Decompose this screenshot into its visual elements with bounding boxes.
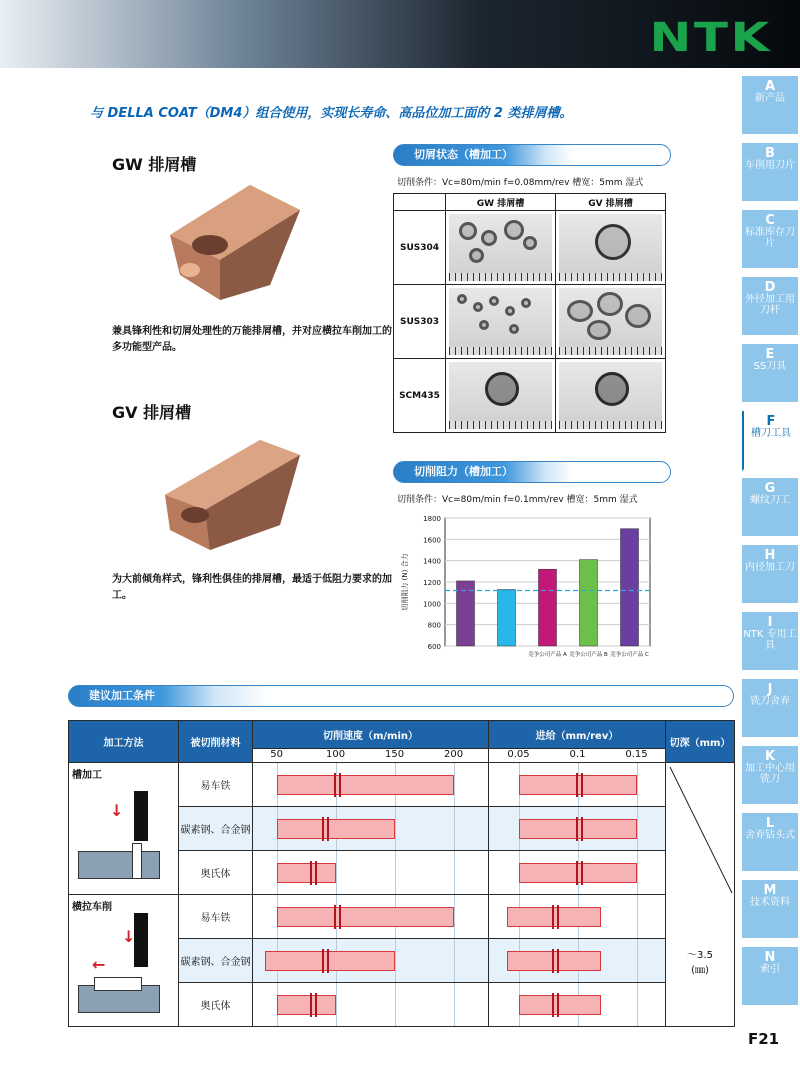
grid-line	[395, 939, 396, 982]
feed-cell	[489, 851, 666, 895]
material-cell: 碳素钢、合金钢	[179, 939, 253, 983]
scale-tick: 50	[270, 749, 283, 760]
chip-photo	[446, 211, 556, 285]
feed-range-bar	[519, 995, 602, 1015]
grid-line	[454, 939, 455, 982]
sidebar-tab-label: 内径加工刀	[745, 562, 795, 573]
chart-bar	[579, 560, 597, 646]
grid-line	[454, 807, 455, 850]
speed-cell	[253, 851, 489, 895]
chart-x-label: 竞争公司产品 A	[528, 652, 567, 658]
depth-value: ～3.5 (㎜)	[687, 950, 713, 976]
chip-row-label: SUS304	[394, 211, 446, 285]
chip-col-gv: GV 排屑槽	[556, 194, 666, 211]
speed-recommended-mark	[327, 949, 329, 973]
grid-line	[637, 851, 638, 894]
chart-y-tick: 1400	[423, 557, 441, 566]
chart-y-tick: 800	[427, 621, 441, 630]
feed-cell	[489, 983, 666, 1027]
depth-cell	[666, 763, 735, 1027]
method-label: 槽加工	[72, 770, 102, 781]
feed-cell	[489, 807, 666, 851]
chart-y-tick: 1000	[423, 600, 441, 609]
chart-y-tick: 1200	[423, 579, 441, 587]
feed-recommended-mark	[557, 949, 559, 973]
sidebar-tab-label: SS刀具	[753, 361, 787, 372]
grid-line	[454, 763, 455, 806]
scale-tick: 0.1	[569, 749, 586, 760]
header-depth: 切深（mm）	[666, 721, 735, 763]
sidebar-tab-letter: F	[766, 414, 776, 429]
sidebar-tab-letter: E	[765, 347, 775, 362]
gw-insert-image	[150, 175, 310, 305]
feed-recommended-mark	[557, 905, 559, 929]
sidebar-tab-label: 外径加工用刀杆	[745, 294, 795, 316]
feed-range-bar	[519, 819, 637, 839]
speed-range-bar	[277, 775, 454, 795]
method-illustration: ↓ ←	[72, 913, 175, 1023]
speed-recommended-mark	[310, 993, 312, 1017]
header-speed: 切削速度（m/min）	[253, 721, 489, 749]
material-cell: 奥氏体	[179, 851, 253, 895]
sidebar-tab-letter: D	[764, 280, 776, 295]
chart-y-tick: 600	[427, 643, 441, 651]
sidebar-tab-label: 舍弃钻头式	[745, 830, 795, 841]
speed-recommended-mark	[334, 905, 336, 929]
sidebar-tab-label: 车削用刀片	[745, 160, 795, 171]
material-cell: 碳素钢、合金钢	[179, 807, 253, 851]
method-label: 横拉车削	[72, 902, 112, 913]
speed-recommended-mark	[315, 861, 317, 885]
scale-tick: 0.15	[625, 749, 648, 760]
sidebar-tab-label: 技术资料	[750, 897, 790, 908]
grid-line	[637, 807, 638, 850]
speed-recommended-mark	[339, 905, 341, 929]
speed-cell	[253, 763, 489, 807]
sidebar-tab-g[interactable]	[742, 478, 798, 538]
speed-recommended-mark	[327, 817, 329, 841]
grid-line	[395, 851, 396, 894]
chart-bar	[497, 589, 515, 646]
sidebar-tab-m[interactable]	[742, 880, 798, 940]
sidebar-tab-letter: K	[764, 749, 776, 764]
conditions-section-title: 建议加工条件	[68, 685, 734, 707]
sidebar-tab-label: 铣刀舍弃	[750, 696, 790, 707]
scale-tick: 150	[385, 749, 405, 760]
sidebar-tab-label: 索引	[760, 964, 780, 975]
speed-range-bar	[277, 907, 454, 927]
chip-photo	[556, 359, 666, 433]
speed-range-bar	[277, 819, 395, 839]
chart-bar	[538, 569, 556, 646]
sidebar-tab-i[interactable]	[742, 612, 798, 672]
chart-y-label: 切削阻力 (N) 合力	[401, 553, 409, 611]
chip-col-gw: GW 排屑槽	[446, 194, 556, 211]
method-illustration: ↓	[72, 781, 175, 891]
sidebar-tab-letter: N	[764, 950, 776, 965]
speed-range-bar	[265, 951, 395, 971]
speed-range-bar	[277, 863, 336, 883]
sidebar-tab-n[interactable]	[742, 947, 798, 1007]
grid-line	[395, 807, 396, 850]
speed-recommended-mark	[322, 949, 324, 973]
grid-line	[336, 851, 337, 894]
sidebar-tab-letter: C	[765, 213, 775, 228]
speed-recommended-mark	[339, 773, 341, 797]
feed-recommended-mark	[552, 993, 554, 1017]
speed-scale	[253, 749, 489, 763]
sidebar-tab-b[interactable]	[742, 143, 798, 203]
sidebar-tab-letter: J	[767, 682, 773, 697]
feed-recommended-mark	[552, 905, 554, 929]
chip-row-label: SUS303	[394, 285, 446, 359]
force-conditions: 切削条件：Vc=80m/min f=0.1mm/rev 槽宽：5mm 湿式	[397, 495, 638, 505]
grid-line	[395, 983, 396, 1026]
chip-col-empty	[394, 194, 446, 211]
scale-tick: 100	[326, 749, 346, 760]
chart-x-label: 竞争公司产品 C	[610, 652, 649, 658]
grid-line	[454, 983, 455, 1026]
sidebar-tab-h[interactable]	[742, 545, 798, 605]
feed-cell	[489, 895, 666, 939]
speed-recommended-mark	[322, 817, 324, 841]
sidebar-tab-d[interactable]	[742, 277, 798, 337]
chart-y-tick: 1600	[423, 536, 441, 545]
grid-line	[336, 983, 337, 1026]
sidebar-tab-letter: A	[764, 79, 776, 94]
sidebar-tab-label: NTK 专用工具	[743, 629, 797, 651]
sidebar-tab-letter: I	[767, 615, 773, 630]
method-cell	[69, 895, 179, 1027]
feed-cell	[489, 763, 666, 807]
material-cell: 易车铁	[179, 763, 253, 807]
sidebar-tab-label: 加工中心用铣刀	[745, 763, 795, 785]
grid-line	[637, 763, 638, 806]
sidebar-tab-a[interactable]	[742, 76, 798, 136]
gw-title: GW 排屑槽	[112, 155, 197, 174]
feed-recommended-mark	[581, 817, 583, 841]
feed-recommended-mark	[576, 773, 578, 797]
header-method: 加工方法	[69, 721, 179, 763]
header-feed: 进给（mm/rev）	[489, 721, 666, 749]
page-number: F21	[748, 1030, 780, 1048]
grid-line	[637, 895, 638, 938]
sidebar-tab-j[interactable]	[742, 679, 798, 739]
feed-recommended-mark	[557, 993, 559, 1017]
scale-tick: 0.05	[507, 749, 530, 760]
feed-range-bar	[519, 775, 637, 795]
sidebar-tab-letter: H	[764, 548, 776, 563]
speed-cell	[253, 939, 489, 983]
chip-photo	[446, 285, 556, 359]
material-cell: 奥氏体	[179, 983, 253, 1027]
scale-tick: 200	[444, 749, 464, 760]
chip-photo	[556, 285, 666, 359]
force-section-title: 切削阻力（槽加工）	[393, 461, 671, 483]
grid-line	[454, 895, 455, 938]
feed-recommended-mark	[581, 773, 583, 797]
feed-recommended-mark	[576, 817, 578, 841]
speed-cell	[253, 895, 489, 939]
gv-insert-image	[150, 425, 310, 555]
ntk-logo: NTK	[649, 15, 772, 61]
sidebar-tab-label: 新产品	[755, 93, 785, 104]
chip-row-label: SCM435	[394, 359, 446, 433]
speed-cell	[253, 807, 489, 851]
sidebar-tab-e[interactable]	[742, 344, 798, 404]
sidebar-tab-k[interactable]	[742, 746, 798, 806]
gv-title: GV 排屑槽	[112, 403, 192, 422]
sidebar-tab-label: 螺纹刀工	[750, 495, 790, 506]
grid-line	[637, 939, 638, 982]
material-cell: 易车铁	[179, 895, 253, 939]
sidebar-tab-letter: L	[765, 816, 775, 831]
speed-cell	[253, 983, 489, 1027]
method-cell	[69, 763, 179, 895]
header-material: 被切削材料	[179, 721, 253, 763]
conditions-table	[68, 720, 735, 1027]
feed-range-bar	[519, 863, 637, 883]
chip-conditions: 切削条件：Vc=80m/min f=0.08mm/rev 槽宽：5mm 湿式	[397, 178, 644, 188]
feed-range-bar	[507, 951, 601, 971]
chart-x-label: 竞争公司产品 B	[569, 652, 608, 658]
chip-table	[393, 193, 666, 433]
feed-range-bar	[507, 907, 601, 927]
sidebar-tab-letter: G	[764, 481, 776, 496]
sidebar-tab-label: 槽刀工具	[751, 428, 791, 439]
sidebar-tab-l[interactable]	[742, 813, 798, 873]
headline: 与 DELLA COAT（DM4）组合使用，实现长寿命、高品位加工面的 2 类排屑槽。	[90, 106, 573, 121]
speed-range-bar	[277, 995, 336, 1015]
feed-recommended-mark	[552, 949, 554, 973]
sidebar-tab-label: 标准库存刀片	[745, 227, 795, 249]
chart-y-tick: 1800	[423, 515, 441, 523]
speed-recommended-mark	[310, 861, 312, 885]
chip-photo	[556, 211, 666, 285]
sidebar-tab-c[interactable]	[742, 210, 798, 270]
gw-description: 兼具锋利性和切屑处理性的万能排屑槽，并对应横拉车削加工的多功能型产品。	[112, 326, 392, 353]
grid-line	[637, 983, 638, 1026]
speed-recommended-mark	[334, 773, 336, 797]
speed-recommended-mark	[315, 993, 317, 1017]
feed-scale	[489, 749, 666, 763]
chart-bar	[620, 529, 638, 646]
feed-recommended-mark	[576, 861, 578, 885]
force-chart	[395, 510, 665, 670]
grid-line	[454, 851, 455, 894]
feed-recommended-mark	[581, 861, 583, 885]
chip-photo	[446, 359, 556, 433]
sidebar-tab-letter: B	[765, 146, 775, 161]
sidebar-tab-letter: M	[763, 883, 777, 898]
chip-section-title: 切屑状态（槽加工）	[393, 144, 671, 166]
sidebar-tab-f[interactable]	[742, 411, 798, 471]
feed-cell	[489, 939, 666, 983]
gv-description: 为大前倾角样式，锋利性俱佳的排屑槽，最适于低阻力要求的加工。	[112, 574, 392, 601]
